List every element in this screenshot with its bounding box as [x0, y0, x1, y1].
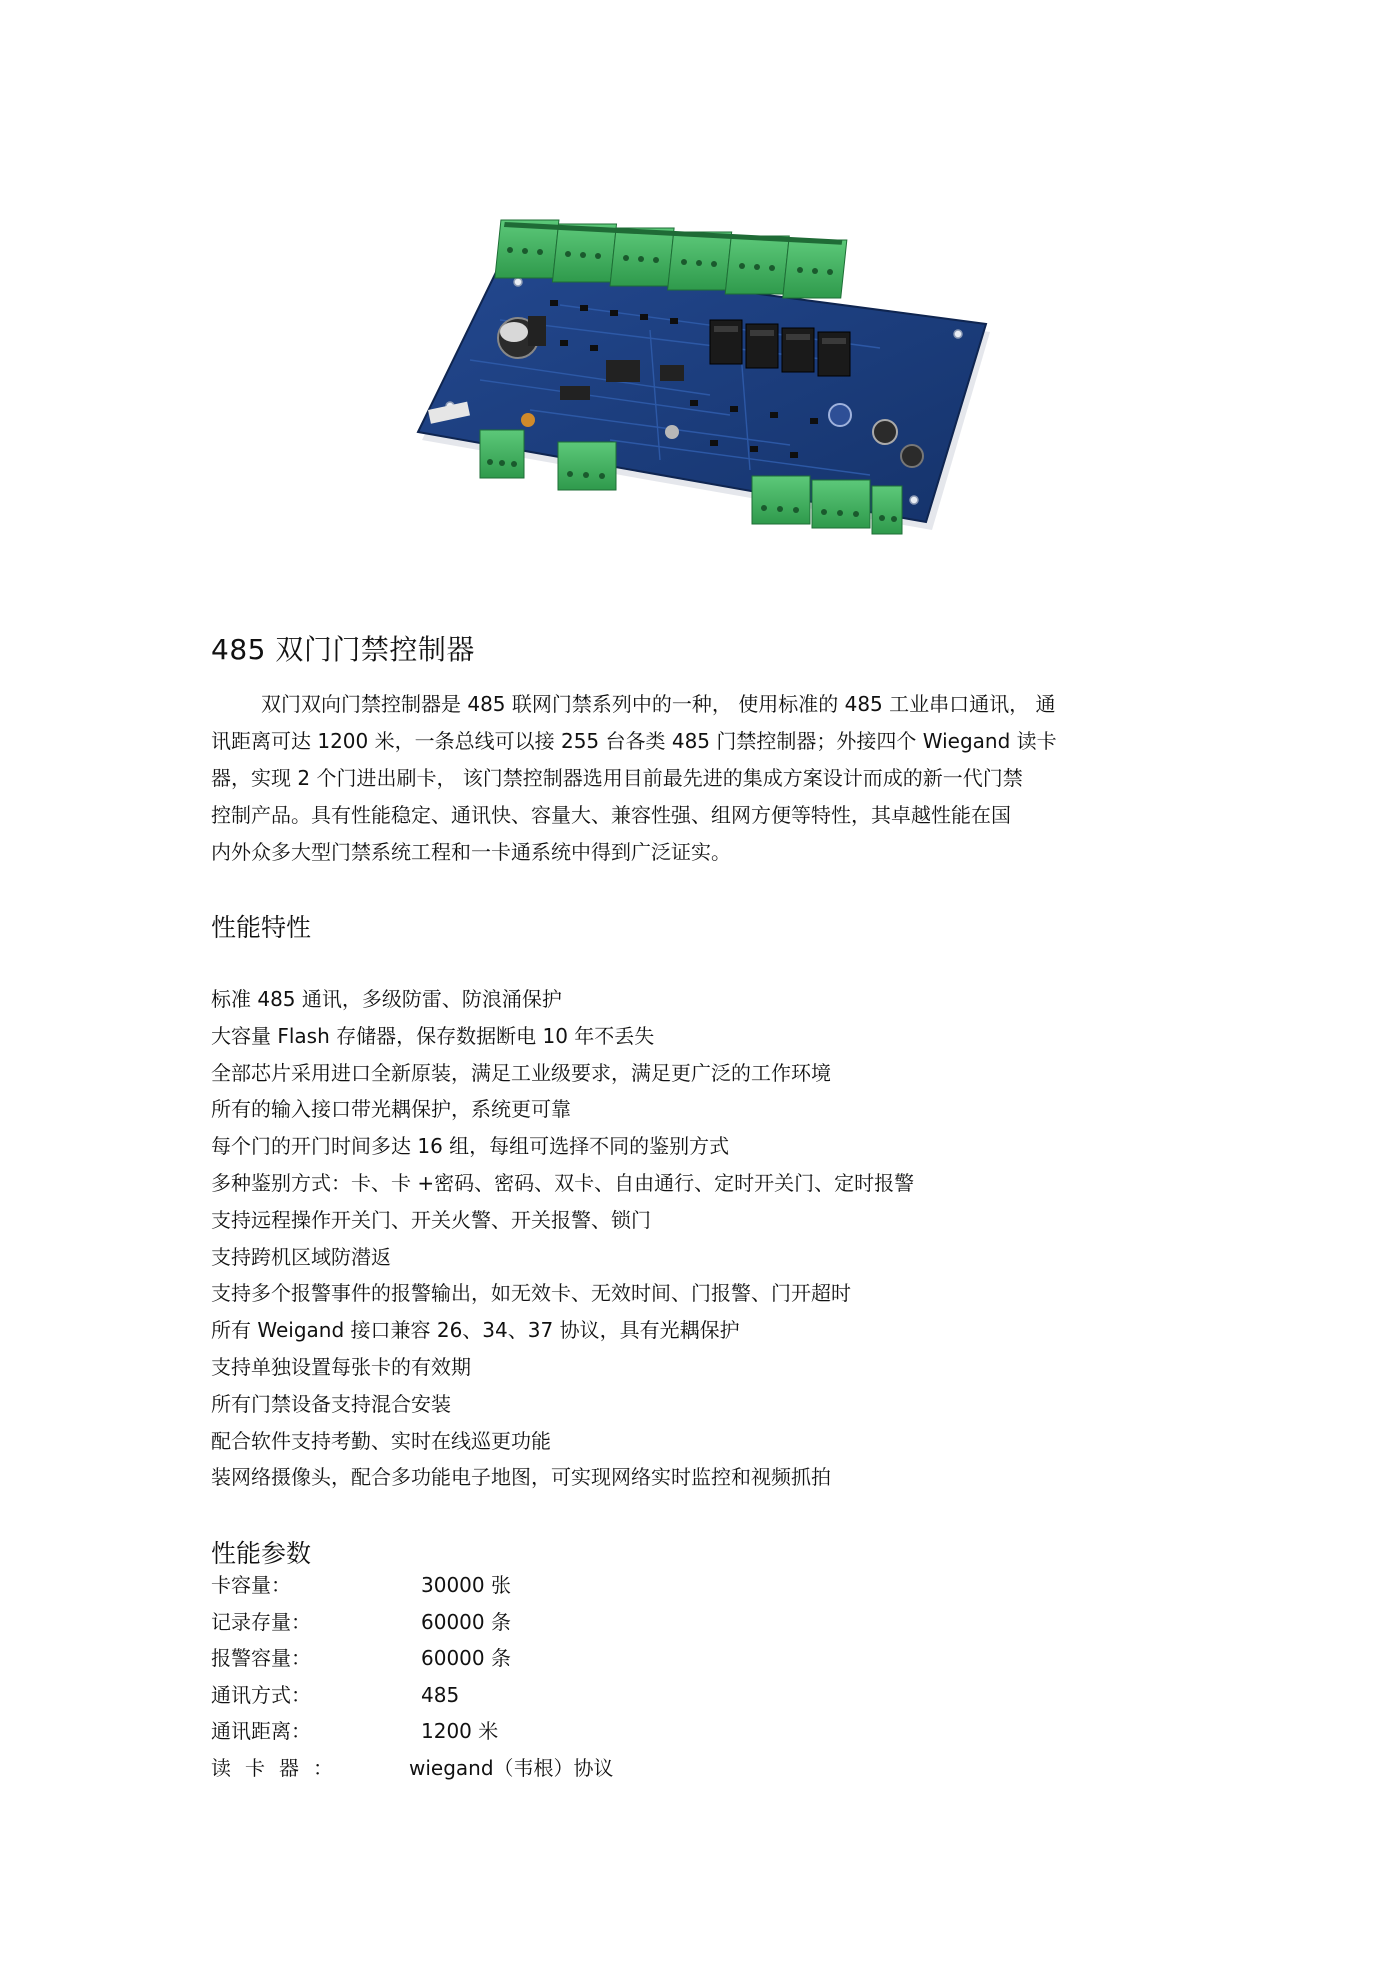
param-value: 60000 条	[421, 1609, 511, 1634]
features-heading: 性能特性	[211, 913, 312, 942]
params-heading: 性能参数	[211, 1539, 312, 1568]
feature-item: 支持多个报警事件的报警输出，如无效卡、无效时间、门报警、门开超时	[211, 1281, 851, 1306]
feature-item: 支持远程操作开关门、开关火警、开关报警、锁门	[211, 1207, 651, 1232]
features-list	[211, 981, 914, 1496]
param-value: wiegand（韦根）协议	[409, 1755, 614, 1780]
param-row	[211, 1713, 911, 1750]
param-value: 1200 米	[421, 1719, 499, 1744]
param-row	[211, 1640, 911, 1677]
controller-board-image	[410, 210, 1000, 580]
feature-item: 全部芯片采用进口全新原装，满足工业级要求，满足更广泛的工作环境	[211, 1060, 831, 1085]
feature-item: 标准 485 通讯，多级防雷、防浪涌保护	[211, 987, 562, 1011]
intro-line: 控制产品。具有性能稳定、通讯快、容量大、兼容性强、组网方便等特性，其卓越性能在国	[211, 803, 1011, 827]
intro-line: 双门双向门禁控制器是 485 联网门禁系列中的一种， 使用标准的 485 工业串口通讯， 通	[261, 692, 1056, 716]
param-row	[211, 1604, 911, 1641]
param-label: 报警容量：	[211, 1646, 311, 1671]
intro-line: 器，实现 2 个门进出刷卡， 该门禁控制器选用目前最先进的集成方案设计而成的新一代门禁	[211, 766, 1023, 790]
param-row	[211, 1750, 911, 1787]
param-label: 记录存量：	[211, 1609, 311, 1634]
feature-item: 支持单独设置每张卡的有效期	[211, 1354, 471, 1379]
param-value: 30000 张	[421, 1573, 511, 1597]
params-table	[211, 1567, 911, 1787]
param-value: 485	[421, 1682, 460, 1707]
feature-item: 所有的输入接口带光耦保护，系统更可靠	[211, 1097, 571, 1122]
intro-line: 内外众多大型门禁系统工程和一卡通系统中得到广泛证实。	[211, 840, 731, 864]
intro-paragraph	[211, 686, 1201, 871]
param-label: 读卡器：	[211, 1755, 347, 1780]
param-label: 通讯方式：	[211, 1682, 311, 1707]
feature-item: 所有门禁设备支持混合安装	[211, 1391, 451, 1416]
param-row	[211, 1677, 911, 1714]
intro-line: 讯距离可达 1200 米，一条总线可以接 255 台各类 485 门禁控制器；外接四个 Wiegand 读卡	[211, 729, 1057, 753]
page-title: 485 双门门禁控制器	[211, 633, 475, 666]
feature-item: 多种鉴别方式：卡、卡 +密码、密码、双卡、自由通行、定时开关门、定时报警	[211, 1170, 915, 1195]
feature-item: 装网络摄像头，配合多功能电子地图，可实现网络实时监控和视频抓拍	[211, 1465, 831, 1490]
param-label: 通讯距离：	[211, 1719, 311, 1744]
feature-item: 所有 Weigand 接口兼容 26、34、37 协议，具有光耦保护	[211, 1318, 740, 1343]
feature-item: 配合软件支持考勤、实时在线巡更功能	[211, 1428, 551, 1453]
feature-item: 大容量 Flash 存储器，保存数据断电 10 年不丢失	[211, 1023, 655, 1048]
param-label: 卡容量：	[211, 1573, 291, 1597]
feature-item: 每个门的开门时间多达 16 组，每组可选择不同的鉴别方式	[211, 1134, 730, 1159]
param-row	[211, 1567, 911, 1604]
feature-item: 支持跨机区域防潜返	[211, 1244, 391, 1269]
param-value: 60000 条	[421, 1646, 511, 1671]
